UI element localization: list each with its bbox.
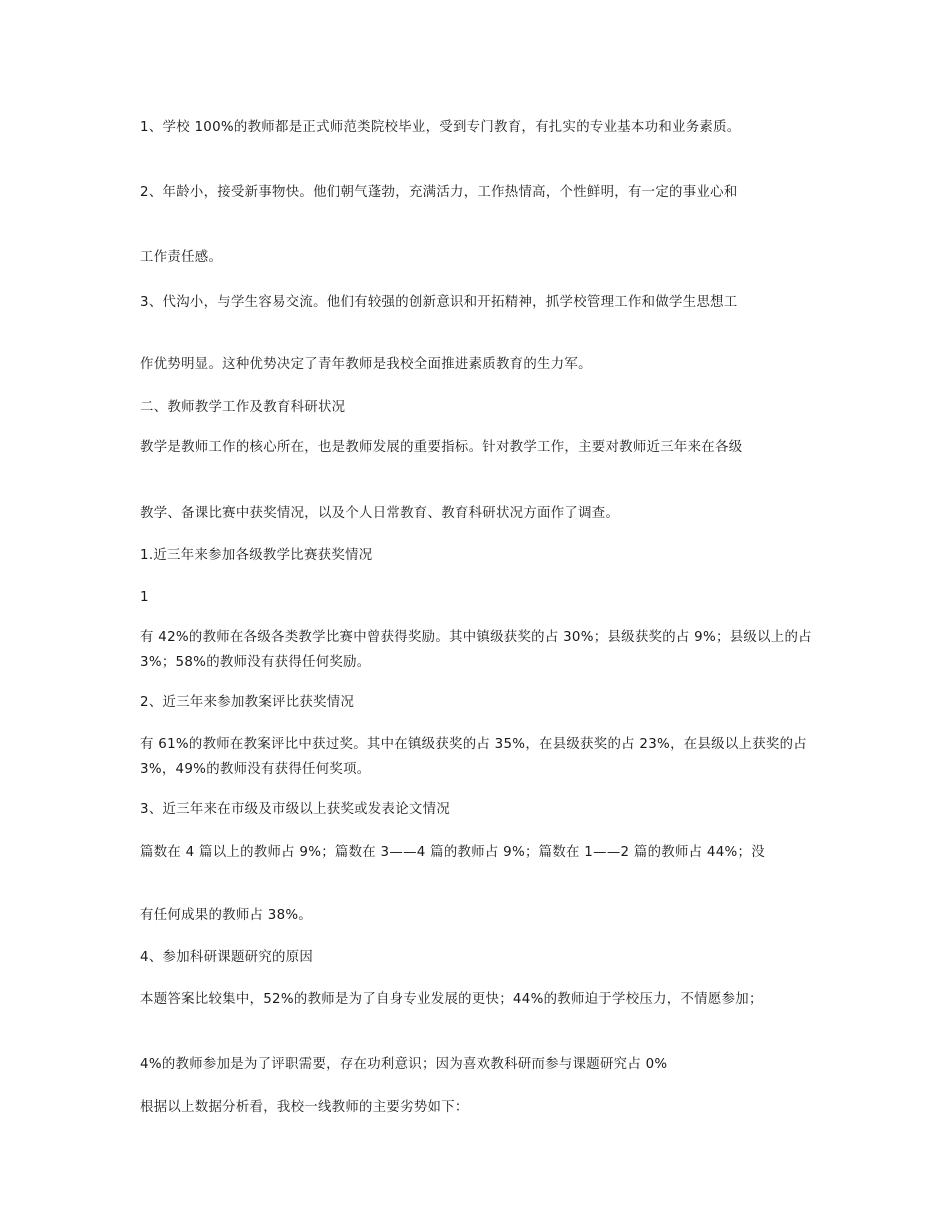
paragraph-5: 作优势明显。这种优势决定了青年教师是我校全面推进素质教育的生力军。 xyxy=(140,357,592,372)
paragraph-2: 2、年龄小，接受新事物快。他们朝气蓬勃，充满活力，工作热情高，个性鲜明，有一定的事业心和 xyxy=(140,185,738,200)
paragraph-13: 4%的教师参加是为了评职需要，存在功利意识；因为喜欢教科研而参与课题研究占 0% xyxy=(140,1057,668,1072)
paragraph-1: 1、学校 100%的教师都是正式师范类院校毕业，受到专门教育，有扎实的专业基本功和业务素质。 xyxy=(140,120,741,135)
paragraph-9: 有 61%的教师在教案评比中获过奖。其中在镇级获奖的占 35%，在县级获奖的占 23%，在县级以上获奖的占 3%，49%的教师没有获得任何奖项。 xyxy=(140,737,807,777)
subheading-3: 3、近三年来在市级及市级以上获奖或发表论文情况 xyxy=(140,802,451,817)
subheading-4: 4、参加科研课题研究的原因 xyxy=(140,950,314,965)
paragraph-11: 有任何成果的教师占 38%。 xyxy=(140,908,313,923)
subheading-2: 2、近三年来参加教案评比获奖情况 xyxy=(140,695,355,710)
figure-placeholder-number: 1 xyxy=(140,590,149,605)
paragraph-12: 本题答案比较集中，52%的教师是为了自身专业发展的更快；44%的教师迫于学校压力，不情愿参加； xyxy=(140,992,763,1007)
subheading-1: 1.近三年来参加各级教学比赛获奖情况 xyxy=(140,548,373,563)
paragraph-4: 3、代沟小，与学生容易交流。他们有较强的创新意识和开拓精神，抓学校管理工作和做学生思想工 xyxy=(140,295,738,310)
paragraph-7: 教学、备课比赛中获奖情况，以及个人日常教育、教育科研状况方面作了调查。 xyxy=(140,506,620,521)
paragraph-3: 工作责任感。 xyxy=(140,250,223,265)
paragraph-10: 篇数在 4 篇以上的教师占 9%；篇数在 3——4 篇的教师占 9%；篇数在 1——2 篇的教师占 44%；没 xyxy=(140,845,765,860)
paragraph-14: 根据以上数据分析看，我校一线教师的主要劣势如下： xyxy=(140,1100,469,1115)
paragraph-8: 有 42%的教师在各级各类教学比赛中曾获得奖励。其中镇级获奖的占 30%；县级获奖的占 9%；县级以上的占 3%；58%的教师没有获得任何奖励。 xyxy=(140,630,812,670)
section-heading-2: 二、教师教学工作及教育科研状况 xyxy=(140,400,346,415)
paragraph-6: 教学是教师工作的核心所在，也是教师发展的重要指标。针对教学工作，主要对教师近三年来在各级 xyxy=(140,440,743,455)
